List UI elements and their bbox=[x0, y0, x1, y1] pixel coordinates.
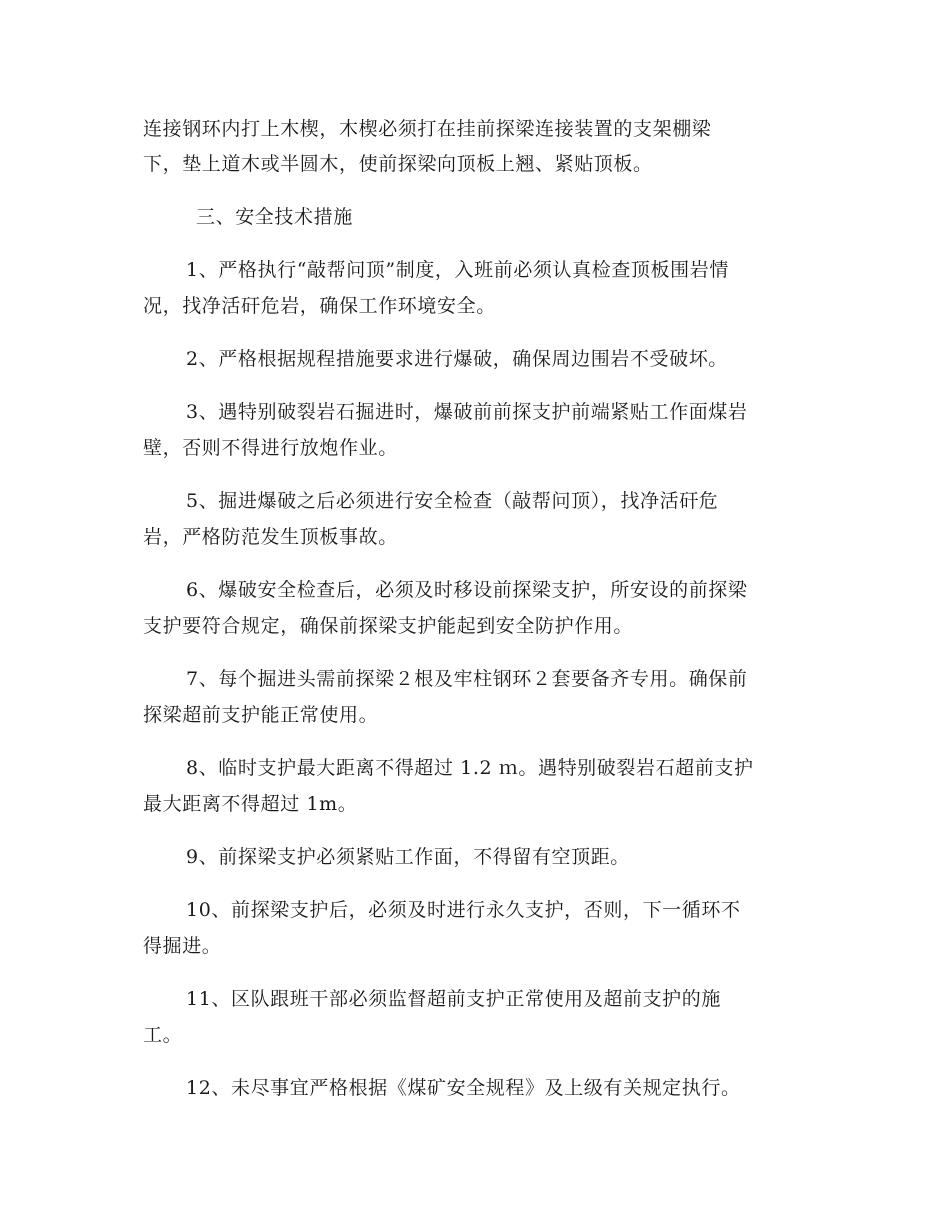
text-line: 6、爆破安全检查后，必须及时移设前探梁支护，所安设的前探梁 bbox=[186, 579, 748, 601]
text-line: 连接钢环内打上木楔，木楔必须打在挂前探梁连接装置的支架棚梁 bbox=[143, 118, 712, 140]
text-line: 10、前探梁支护后，必须及时进行永久支护，否则，下一循环不 bbox=[186, 899, 741, 921]
text-line: 1、严格执行“敲帮问顶”制度，入班前必须认真检查顶板围岩情 bbox=[186, 259, 729, 281]
text-line: 11、区队跟班干部必须监督超前支护正常使用及超前支护的施 bbox=[186, 988, 721, 1010]
text-line: 工。 bbox=[143, 1024, 183, 1046]
text-line: 3、遇特别破裂岩石掘进时，爆破前前探支护前端紧贴工作面煤岩 bbox=[186, 401, 748, 423]
text-line: 5、掘进爆破之后必须进行安全检查（敲帮问顶），找净活矸危 bbox=[186, 490, 719, 512]
section-heading: 三、安全技术措施 bbox=[196, 206, 353, 228]
text-line: 得掘进。 bbox=[143, 935, 222, 957]
text-line: 7、每个掘进头需前探梁２根及牢柱钢环２套要备齐专用。确保前 bbox=[186, 668, 748, 690]
text-line: 8、临时支护最大距离不得超过 1.2 ｍ。遇特别破裂岩石超前支护 bbox=[186, 757, 754, 779]
text-line: 下，垫上道木或半圆木，使前探梁向顶板上翘、紧贴顶板。 bbox=[143, 153, 653, 175]
text-line: 况，找净活矸危岩，确保工作环境安全。 bbox=[143, 295, 496, 317]
text-line: 壁，否则不得进行放炮作业。 bbox=[143, 437, 398, 459]
text-line: 9、前探梁支护必须紧贴工作面，不得留有空顶距。 bbox=[186, 846, 630, 868]
text-line: 探梁超前支护能正常使用。 bbox=[143, 704, 379, 726]
text-line: 岩，严格防范发生顶板事故。 bbox=[143, 526, 398, 548]
text-line: 支护要符合规定，确保前探梁支护能起到安全防护作用。 bbox=[143, 615, 634, 637]
text-line: 2、严格根据规程措施要求进行爆破，确保周边围岩不受破坏。 bbox=[186, 348, 728, 370]
text-line: 12、未尽事宜严格根据《煤矿安全规程》及上级有关规定执行。 bbox=[186, 1077, 741, 1099]
text-line: 最大距离不得超过 1m。 bbox=[143, 793, 358, 815]
